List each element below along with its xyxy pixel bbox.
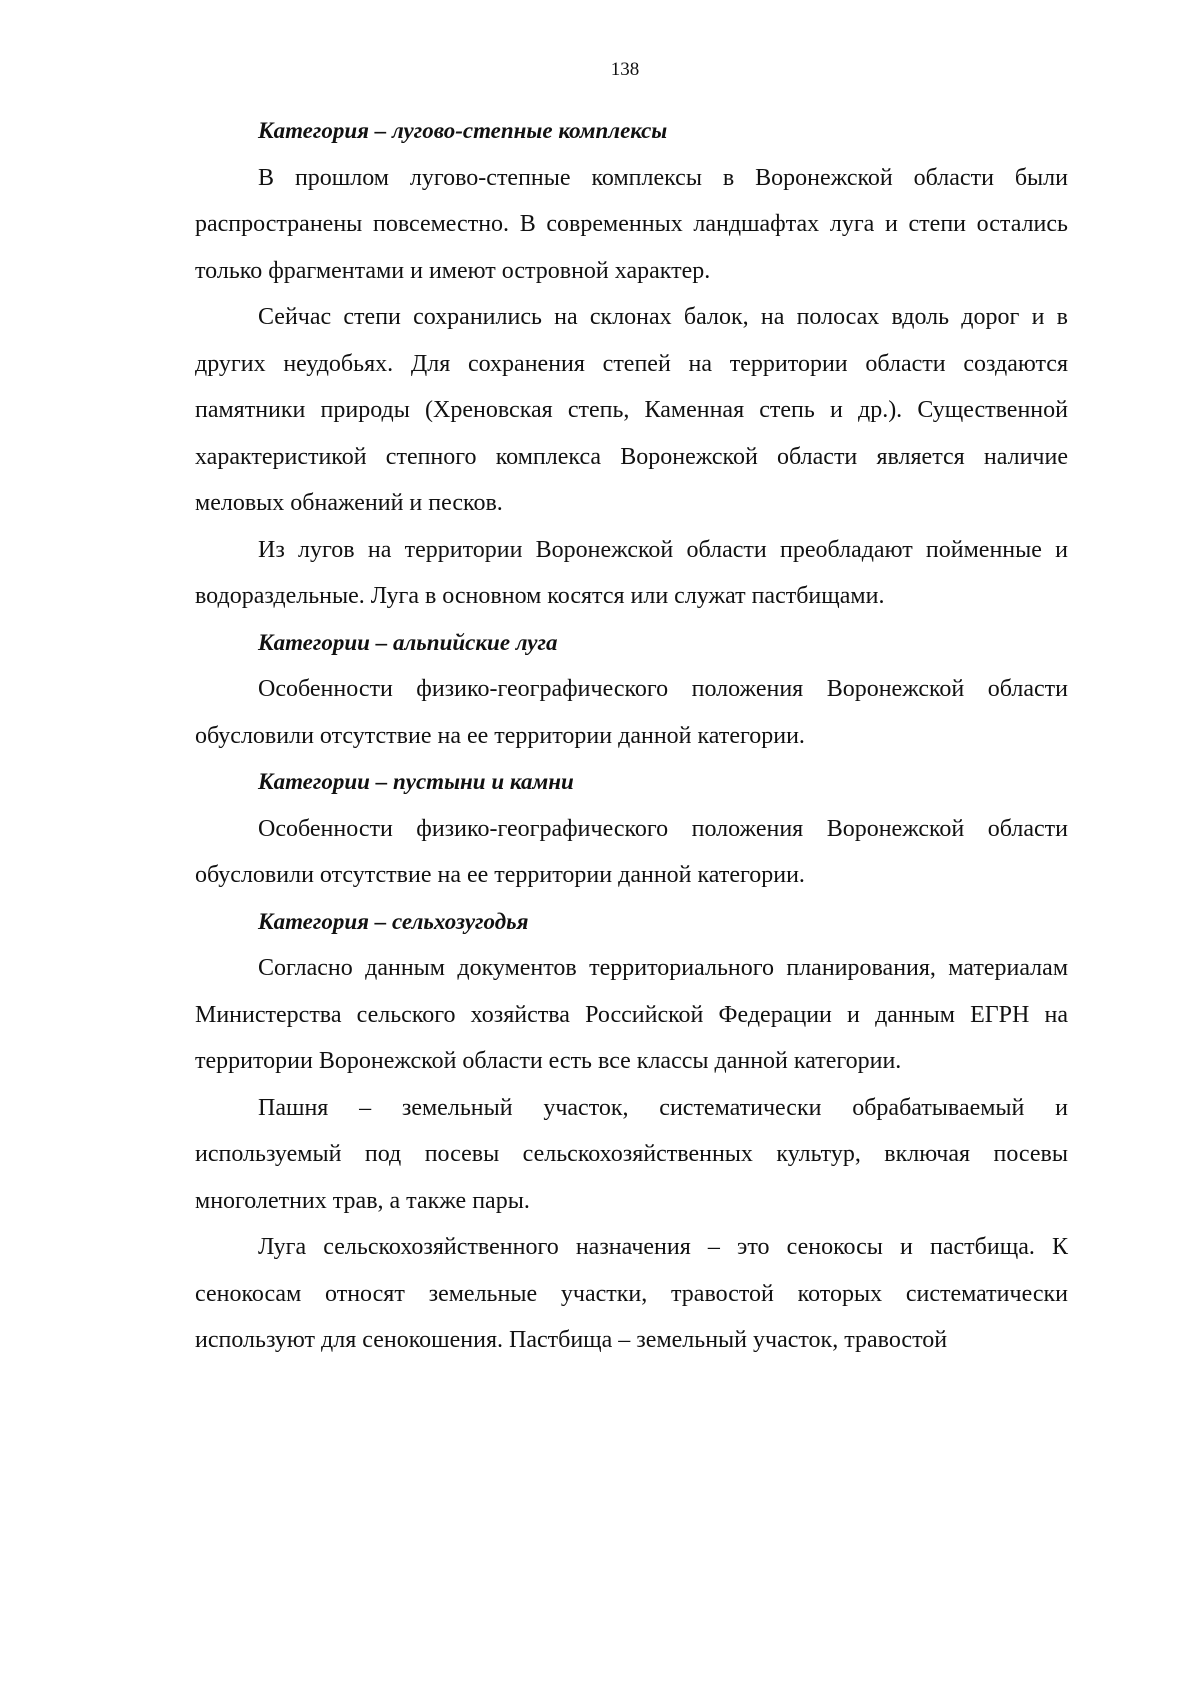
page-number: 138	[610, 59, 640, 80]
paragraph: Из лугов на территории Воронежской области преобладают пойменные и водораздельные. Луга в основном косятся или служат пастбищами.	[195, 536, 1068, 609]
paragraph: В прошлом лугово-степные комплексы в Воронежской области были распространены повсеместно. В современных ландшафтах луга и степи остались только фрагментами и имеют островной характер.	[195, 164, 1068, 284]
paragraph: Сейчас степи сохранились на склонах балок, на полосах вдоль дорог и в других неудобьях. Для сохранения степей на территории области создаются памятники природы (Хреновская степь, Каменная степь и др.). Существенной характеристикой степного комплекса Воронежской области является наличие меловых обнажений и песков.	[195, 304, 1068, 516]
paragraph: Особенности физико-географического положения Воронежской области обусловили отсутствие на ее территории данной категории.	[195, 676, 1068, 749]
paragraph: Луга сельскохозяйственного назначения – это сенокосы и пастбища. К сенокосам относят земельные участки, травостой которых систематически используют для сенокошения. Пастбища – земельный участок, травостой	[195, 1234, 1068, 1353]
paragraph: Согласно данным документов территориального планирования, материалам Министерства сельского хозяйства Российской Федерации и данным ЕГРН на территории Воронежской области есть все классы данной категории.	[195, 955, 1068, 1074]
section-heading: Категории – альпийские луга	[258, 629, 558, 655]
paragraph: Особенности физико-географического положения Воронежской области обусловили отсутствие на ее территории данной категории.	[195, 815, 1068, 888]
body-text	[195, 108, 1068, 1364]
paragraph: Пашня – земельный участок, систематически обрабатываемый и используемый под посевы сельскохозяйственных культур, включая посевы многолетних трав, а также пары.	[195, 1094, 1068, 1214]
section-heading: Категория – сельхозугодья	[258, 908, 529, 934]
section-heading: Категории – пустыни и камни	[258, 769, 574, 794]
section-heading: Категория – лугово-степные комплексы	[258, 118, 668, 143]
